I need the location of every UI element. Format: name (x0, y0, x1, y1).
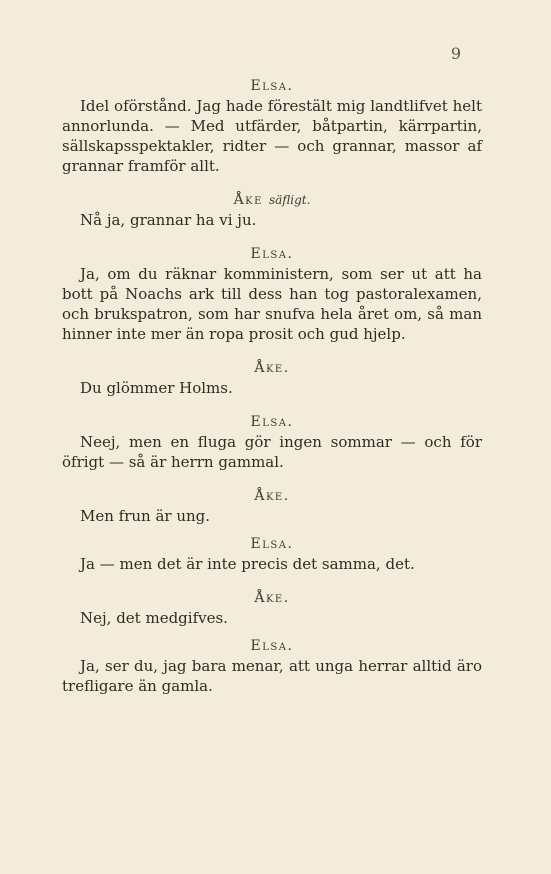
speech-paragraph: Men frun är ung. (80, 507, 211, 525)
speaker-label: Elsa. (250, 78, 294, 94)
speech-paragraph: Nå ja, grannar ha vi ju. (80, 211, 257, 229)
dialogue-text (62, 76, 482, 696)
speaker-name (62, 588, 482, 608)
speaker-label: Elsa. (250, 638, 294, 654)
speech-paragraph: Du glömmer Holms. (80, 379, 233, 397)
speaker-label: Åke. (254, 488, 290, 504)
speaker-label: Åke. (254, 360, 290, 376)
speaker-name (62, 76, 482, 96)
speech-paragraph: Ja, ser du, jag bara menar, att unga herrar alltid äro trefligare än gamla. (62, 657, 482, 695)
speaker-label: Åke. (254, 590, 290, 606)
speaker-name (62, 636, 482, 656)
speech-paragraph: Neej, men en fluga gör ingen sommar — och för öfrigt — så är herrn gammal. (62, 433, 482, 471)
speaker-label: Elsa. (250, 414, 294, 430)
speaker-name (62, 358, 482, 378)
speaker-name (62, 534, 482, 554)
speaker-name (62, 486, 482, 506)
speaker-label: Åke (233, 192, 263, 208)
speech-paragraph: Idel oförstånd. Jag hade förestält mig landtlifvet helt annorlunda. — Med utfärder, båtpartin, kärrpartin, sällskapsspektakler, ridter — och grannar, massor af grannar framför allt. (62, 97, 482, 175)
speaker-name (62, 412, 482, 432)
stage-direction: säfligt. (268, 193, 311, 207)
speech-paragraph: Nej, det medgifves. (80, 609, 228, 627)
speech-paragraph: Ja — men det är inte precis det samma, det. (80, 555, 415, 573)
speaker-label: Elsa. (250, 536, 294, 552)
speaker-label: Elsa. (250, 246, 294, 262)
speaker-name (62, 190, 482, 210)
speech-paragraph: Ja, om du räknar komministern, som ser ut att ha bott på Noachs ark till dess han tog pastoralexamen, och brukspatron, som har snufva hela året om, så man hinner inte mer än ropa prosit och gud hjelp. (62, 265, 482, 343)
speaker-name (62, 244, 482, 264)
page-number: 9 (450, 44, 461, 63)
